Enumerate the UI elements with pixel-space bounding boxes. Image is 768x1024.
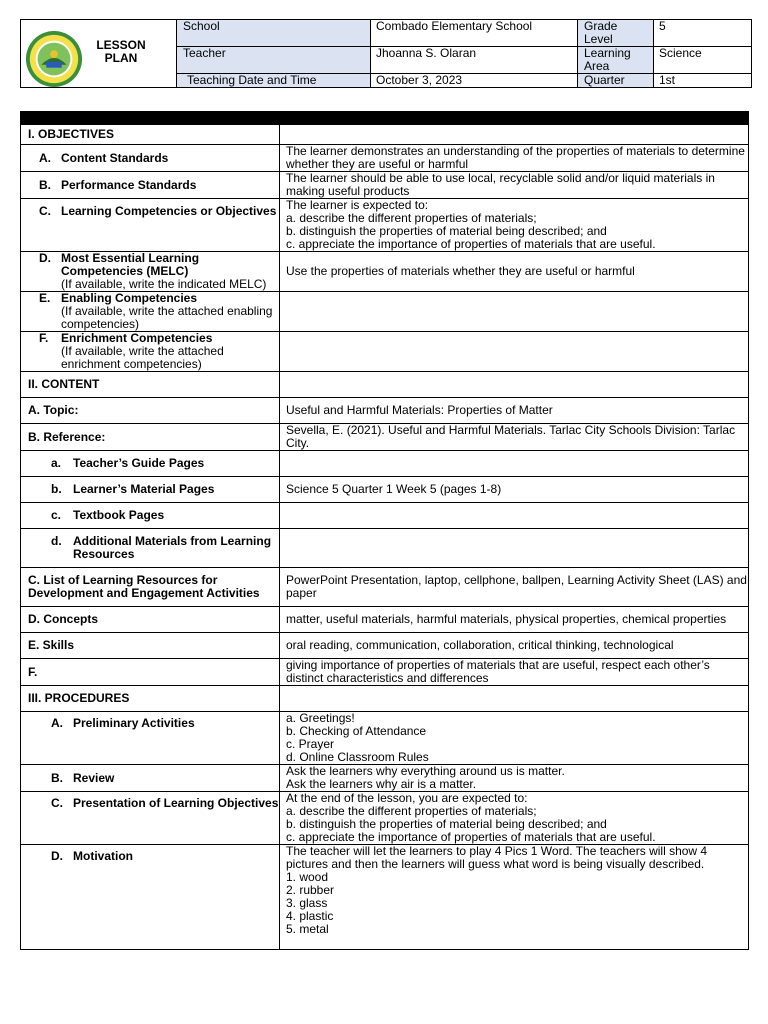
- preliminary-activities-label: [21, 712, 280, 765]
- date-value: October 3, 2023: [371, 74, 578, 88]
- concepts-text: matter, useful materials, harmful materials, physical properties, chemical properties: [280, 607, 749, 633]
- enrichment-competencies-label: [21, 332, 280, 372]
- teacher-label: Teacher: [177, 47, 371, 74]
- content-standards-text: The learner demonstrates an understanding of the properties of materials to determine whether they are useful or harmful: [280, 145, 749, 172]
- grade-label-line: Level: [584, 32, 613, 46]
- text-line: Ask the learners why everything around us is matter.: [286, 764, 565, 778]
- table-header-bar: [21, 112, 749, 125]
- item-label: Enabling Competencies: [61, 291, 198, 305]
- list-item: 1. wood: [286, 870, 329, 884]
- presentation-objectives-label: [21, 792, 280, 845]
- table-row: [21, 477, 749, 503]
- item-marker: D.: [51, 849, 63, 863]
- table-row: [21, 712, 749, 765]
- table-row: [21, 633, 749, 659]
- table-row: [21, 398, 749, 424]
- item-label: Textbook Pages: [73, 508, 165, 522]
- text-line: At the end of the lesson, you are expected to:: [286, 791, 528, 805]
- table-row: [21, 172, 749, 199]
- table-row: [21, 199, 749, 252]
- lesson-plan-table: [20, 111, 749, 950]
- motivation-text: [280, 845, 749, 950]
- table-row: [21, 145, 749, 172]
- school-label: School: [177, 20, 371, 47]
- item-label: Learner’s Material Pages: [73, 482, 215, 496]
- text-line: a. Greetings!: [286, 711, 355, 725]
- teachers-guide-label: [21, 451, 280, 477]
- learning-resources-text: PowerPoint Presentation, laptop, cellphone, ballpen, Learning Activity Sheet (LAS) and paper: [280, 568, 749, 607]
- item-label: Presentation of Learning Objectives: [73, 796, 279, 810]
- item-marker: B.: [39, 177, 51, 192]
- table-row: [21, 607, 749, 633]
- area-label: [578, 47, 654, 74]
- table-row: [21, 332, 749, 372]
- text-line: b. distinguish the properties of material being described; and: [286, 817, 607, 831]
- item-marker: A.: [51, 716, 63, 730]
- text-line: a. describe the different properties of materials;: [286, 804, 537, 818]
- reference-text: Sevella, E. (2021). Useful and Harmful Materials. Tarlac City Schools Division: Tarlac City.: [280, 424, 749, 451]
- area-value: Science: [654, 47, 752, 74]
- text-line: The learner is expected to:: [286, 198, 429, 212]
- school-seal-icon: [25, 30, 83, 88]
- item-marker: F.: [39, 331, 49, 345]
- item-label: Content Standards: [61, 150, 169, 165]
- text-line: a. describe the different properties of materials;: [286, 211, 537, 225]
- item-label: Additional Materials from Learning Resources: [73, 534, 272, 561]
- item-label: Enrichment Competencies: [61, 331, 213, 345]
- enabling-competencies-label: [21, 292, 280, 332]
- area-label-line: Learning: [584, 46, 631, 60]
- table-row: [21, 372, 749, 398]
- table-row: [21, 125, 749, 145]
- item-marker: A.: [39, 150, 51, 165]
- item-label: Learning Competencies or Objectives: [61, 204, 277, 218]
- item-marker: d.: [51, 534, 62, 548]
- item-marker: c.: [51, 508, 62, 522]
- list-item: 4. plastic: [286, 909, 334, 923]
- teacher-value: Jhoanna S. Olaran: [371, 47, 578, 74]
- grade-value: 5: [654, 20, 752, 47]
- topic-label: A. Topic:: [21, 398, 280, 424]
- content-standards-label: [21, 145, 280, 172]
- item-marker: C.: [51, 796, 63, 810]
- list-item: 2. rubber: [286, 883, 335, 897]
- melc-text: Use the properties of materials whether they are useful or harmful: [280, 252, 749, 292]
- text-line: b. Checking of Attendance: [286, 724, 427, 738]
- table-row: [21, 529, 749, 568]
- table-row: [21, 451, 749, 477]
- item-label: Teacher’s Guide Pages: [73, 456, 205, 470]
- text-line: c. Prayer: [286, 737, 335, 751]
- additional-materials-label: [21, 529, 280, 568]
- text-line: d. Online Classroom Rules: [286, 750, 429, 764]
- table-row: [21, 765, 749, 792]
- procedures-heading: III. PROCEDURES: [21, 686, 280, 712]
- performance-standards-label: [21, 172, 280, 199]
- values-label: F.: [21, 659, 280, 686]
- learning-competencies-text: [280, 199, 749, 252]
- textbook-pages-label: [21, 503, 280, 529]
- item-label: Most Essential Learning Competencies (MELC): [61, 251, 200, 278]
- header-table: [20, 19, 752, 88]
- list-item: 3. glass: [286, 896, 328, 910]
- table-row: [21, 252, 749, 292]
- learning-competencies-label: [21, 199, 280, 252]
- item-label: Preliminary Activities: [73, 716, 195, 730]
- text-line: c. appreciate the importance of properties of materials that are useful.: [286, 830, 656, 844]
- table-row: [21, 686, 749, 712]
- table-row: [21, 659, 749, 686]
- logo-cell: [21, 20, 177, 88]
- lesson-title-line: PLAN: [104, 51, 138, 65]
- item-marker: E.: [39, 291, 51, 305]
- learners-material-text: Science 5 Quarter 1 Week 5 (pages 1-8): [280, 477, 749, 503]
- melc-label: [21, 252, 280, 292]
- grade-label: [578, 20, 654, 47]
- preliminary-activities-text: [280, 712, 749, 765]
- table-row: [21, 424, 749, 451]
- concepts-label: D. Concepts: [21, 607, 280, 633]
- motivation-label: [21, 845, 280, 950]
- topic-text: Useful and Harmful Materials: Properties of Matter: [280, 398, 749, 424]
- item-marker: B.: [51, 770, 63, 785]
- lesson-title-line: LESSON: [96, 38, 146, 52]
- skills-text: oral reading, communication, collaboration, critical thinking, technological: [280, 633, 749, 659]
- text-line: Ask the learners why air is a matter.: [286, 777, 477, 791]
- values-text: giving importance of properties of materials that are useful, respect each other’s distinct characteristics and differences: [280, 659, 749, 686]
- text-line: The teacher will let the learners to play 4 Pics 1 Word. The teachers will show 4 pictures and then the learners will guess what word is being visually described.: [286, 844, 708, 871]
- list-item: 5. metal: [286, 922, 329, 936]
- date-label: Teaching Date and Time: [177, 74, 371, 88]
- review-label: [21, 765, 280, 792]
- item-label: Motivation: [73, 849, 133, 863]
- item-label: Review: [73, 770, 115, 785]
- text-line: c. appreciate the importance of properties of materials that are useful.: [286, 237, 656, 251]
- item-marker: D.: [39, 251, 51, 265]
- table-row: [21, 568, 749, 607]
- review-text: [280, 765, 749, 792]
- quarter-value: 1st: [654, 74, 752, 88]
- performance-standards-text: The learner should be able to use local, recyclable solid and/or liquid materials in making useful products: [280, 172, 749, 199]
- item-note: (If available, write the attached enrichment competencies): [61, 344, 224, 371]
- grade-label-line: Grade: [584, 19, 618, 33]
- item-note: (If available, write the attached enabling competencies): [61, 304, 273, 331]
- item-marker: b.: [51, 482, 62, 496]
- table-row: [21, 792, 749, 845]
- text-line: b. distinguish the properties of material being described; and: [286, 224, 607, 238]
- reference-label: B. Reference:: [21, 424, 280, 451]
- item-marker: a.: [51, 456, 62, 470]
- item-note: (If available, write the indicated MELC): [61, 277, 267, 291]
- lesson-plan-title: [91, 39, 151, 65]
- area-label-line: Area: [584, 59, 610, 73]
- quarter-label: Quarter: [578, 74, 654, 88]
- learning-resources-label: C. List of Learning Resources for Development and Engagement Activities: [21, 568, 280, 607]
- school-value: Combado Elementary School: [371, 20, 578, 47]
- objectives-heading: I. OBJECTIVES: [21, 125, 280, 145]
- item-marker: C.: [39, 204, 51, 218]
- content-heading: II. CONTENT: [21, 372, 280, 398]
- table-row: [21, 503, 749, 529]
- presentation-objectives-text: [280, 792, 749, 845]
- table-row: [21, 845, 749, 950]
- table-row: [21, 292, 749, 332]
- skills-label: E. Skills: [21, 633, 280, 659]
- learners-material-label: [21, 477, 280, 503]
- item-label: Performance Standards: [61, 177, 197, 192]
